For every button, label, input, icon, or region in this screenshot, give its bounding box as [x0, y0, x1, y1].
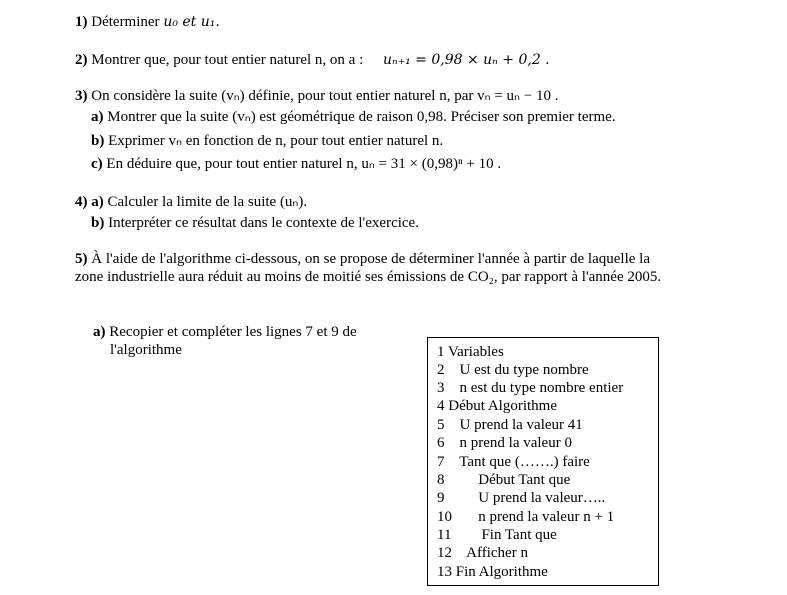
question-1-number: 1): [75, 14, 88, 30]
question-5-line2: [75, 268, 661, 286]
question-5a-text-line2: l'algorithme: [110, 342, 182, 358]
question-3a-number: a): [91, 109, 104, 125]
question-3b-text: Exprimer vₙ en fonction de n, pour tout entier naturel n.: [108, 133, 444, 149]
question-1-formula: u₀ et u₁.: [163, 14, 220, 30]
algorithm-line: 7 Tant que (…….) faire: [437, 454, 590, 470]
algorithm-line: 12 Afficher n: [437, 545, 528, 561]
question-2-number: 2): [75, 52, 88, 68]
question-3: [75, 87, 558, 105]
question-4a-number: a): [91, 194, 104, 210]
question-5a-line1: [93, 323, 357, 341]
question-5-number: 5): [75, 251, 88, 267]
question-3b-number: b): [91, 133, 105, 149]
question-3a-text: Montrer que la suite (vₙ) est géométrique de raison 0,98. Préciser son premier terme.: [107, 109, 616, 125]
question-5-text-line1: À l'aide de l'algorithme ci-dessous, on se propose de déterminer l'année à partir de laquelle la: [91, 251, 650, 267]
question-4a: [75, 193, 307, 211]
algorithm-line: 1 Variables: [437, 344, 504, 360]
question-3-text: On considère la suite (vₙ) définie, pour tout entier naturel n, par vₙ = uₙ − 10 .: [91, 88, 559, 104]
question-2-text: Montrer que, pour tout entier naturel n, on a :: [91, 52, 364, 68]
algorithm-line: 10 n prend la valeur n + 1: [437, 509, 615, 525]
question-3c: [91, 155, 501, 173]
question-5-line1: [75, 250, 650, 268]
question-3a: [91, 108, 616, 126]
question-4-number: 4): [75, 194, 88, 210]
question-5a-text-line1: Recopier et compléter les lignes 7 et 9 de: [109, 324, 357, 340]
algorithm-line: 11 Fin Tant que: [437, 527, 557, 543]
question-3b: [91, 132, 443, 150]
algorithm-line: 2 U est du type nombre: [437, 362, 589, 378]
algorithm-line: 8 Début Tant que: [437, 472, 571, 488]
algorithm-line: 5 U prend la valeur 41: [437, 417, 583, 433]
question-4a-text: Calculer la limite de la suite (uₙ).: [107, 194, 308, 210]
question-1: [75, 13, 220, 31]
question-3-number: 3): [75, 88, 88, 104]
algorithm-box: [427, 337, 659, 586]
algorithm-line: 4 Début Algorithme: [437, 398, 557, 414]
question-5-text-line2: zone industrielle aura réduit au moins de moitié ses émissions de CO₂, par rapport à l'année 2005.: [75, 269, 662, 285]
algorithm-line: 6 n prend la valeur 0: [437, 435, 572, 451]
question-3c-text: En déduire que, pour tout entier naturel n, uₙ = 31 × (0,98)ⁿ + 10 .: [106, 156, 502, 172]
question-4b-number: b): [91, 215, 105, 231]
question-4b-text: Interpréter ce résultat dans le contexte de l'exercice.: [108, 215, 419, 231]
algorithm-line: 13 Fin Algorithme: [437, 564, 548, 580]
algorithm-line: 9 U prend la valeur…..: [437, 490, 606, 506]
algorithm-line: 3 n est du type nombre entier: [437, 380, 624, 396]
question-5a-line2: [110, 341, 182, 359]
question-5a-number: a): [93, 324, 106, 340]
question-2: [75, 51, 550, 69]
question-1-text: Déterminer: [91, 14, 160, 30]
question-3c-number: c): [91, 156, 103, 172]
question-2-formula: uₙ₊₁ = 0,98 × uₙ + 0,2 .: [383, 52, 550, 68]
question-4b: [91, 214, 419, 232]
